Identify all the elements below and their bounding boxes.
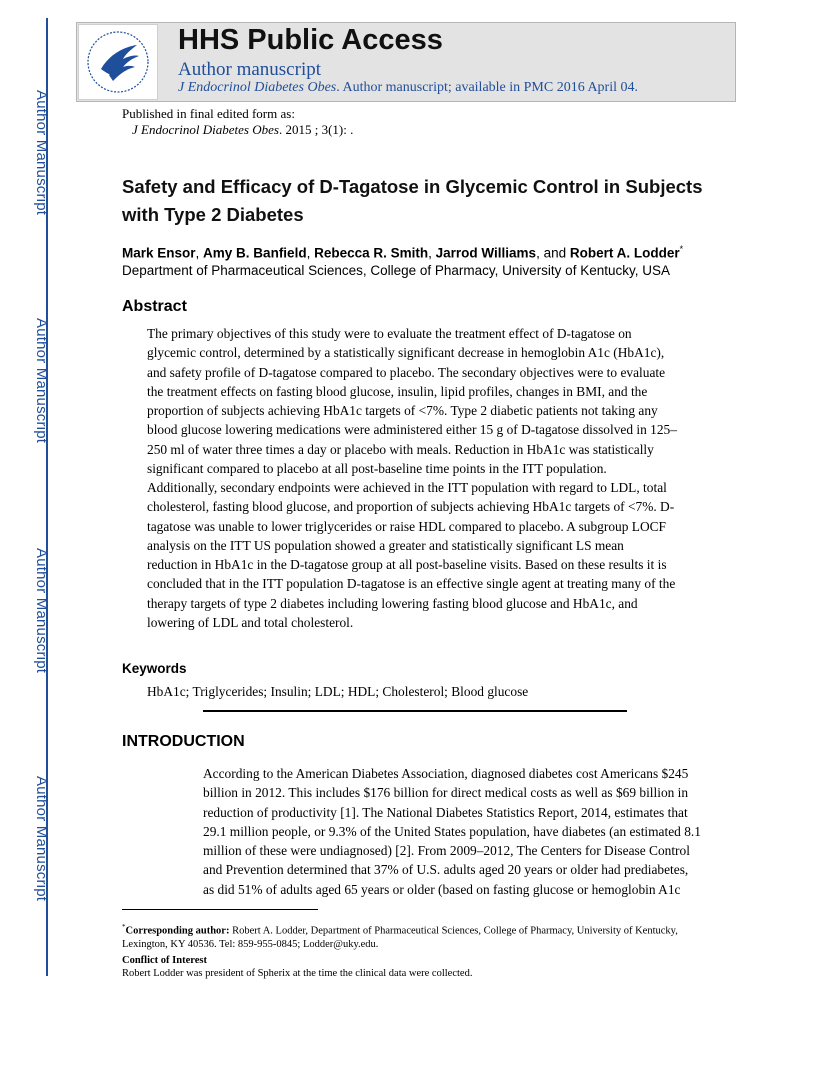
author-mark: * [679,244,684,254]
intro-line: million of these were undiagnosed) [2]. From 2009–2012, The Centers for Disease Control [203,843,690,859]
author-name: Rebecca R. Smith [314,245,429,261]
intro-line: as did 51% of adults aged 65 years or older (based on fasting glucose or hemoglobin A1c [203,881,681,897]
abstract-line: tagatose was unable to lower triglycerides or raise HDL compared to placebo. A subgroup LOCF [147,518,666,534]
intro-body [203,764,715,899]
abstract-line: analysis on the ITT US population showed a greater and statistically significant LS mean [147,537,624,553]
author-name: Robert A. Lodder [569,245,680,261]
coi-text: Robert Lodder was president of Spherix at the time the clinical data were collected. [122,967,473,979]
author-sep: , [195,245,204,261]
section-divider [203,710,627,712]
abstract-line: glycemic control, determined by a statistically significant decrease in hemoglobin A1c (HbA1c), [147,345,665,361]
abstract-line: The primary objectives of this study were to evaluate the treatment effect of D-tagatose on [147,326,632,341]
author-name: Jarrod Williams [435,245,537,261]
abstract-line: proportion of subjects achieving HbA1c targets of <7%. Type 2 diabetic patients not taking any [147,403,658,418]
intro-line: billion in 2012. This includes $176 billion for direct medical costs as well as $69 billion in [203,785,689,801]
abstract-line: and safety profile of D-tagatose compared to placebo. The secondary objectives were to evaluate [147,364,666,380]
hhs-eagle-icon [79,25,157,99]
citation-details: . Author manuscript; available in PMC 2016 April 04. [336,80,639,95]
article-title: Safety and Efficacy of D-Tagatose in Glycemic Control in Subjects with Type 2 Diabetes [122,176,703,225]
published-journal: J Endocrinol Diabetes Obes [132,122,279,137]
coi-heading-text: Conflict of Interest [122,954,207,966]
abstract-line: significant compared to placebo at all post-baseline time points in the ITT population. [147,460,607,476]
abstract-line: 250 ml of water three times a day or placebo with meals. Reduction in HbA1c was statistically [147,441,654,457]
abstract-line: blood glucose lowering medications were administered either 15 g of D-tagatose dissolved in 125– [147,422,677,438]
abstract-line: lowering of LDL and total cholesterol. [147,614,354,630]
manuscript-label: Author manuscript [178,59,322,80]
abstract-heading: Abstract [122,298,187,315]
abstract-line: therapy targets of type 2 diabetes including lowering fasting blood glucose and HbA1c, and [147,595,638,611]
author-sep: , and [536,245,570,261]
abstract-line: the treatment effects on fasting blood glucose, insulin, lipid profiles, changes in BMI, and the [147,383,648,399]
published-details: . 2015 ; 3(1): . [278,122,354,137]
footnote-mark: * [122,923,126,931]
keywords-heading: Keywords [122,661,187,676]
keywords-text: HbA1c; Triglycerides; Insulin; LDL; HDL; Cholesterol; Blood glucose [147,684,529,699]
intro-line: According to the American Diabetes Association, diagnosed diabetes cost Americans $245 [203,766,689,781]
corresponding-author [122,921,722,938]
footnote [122,921,722,980]
affiliation: Department of Pharmaceutical Sciences, College of Pharmacy, University of Kentucky, USA [122,263,670,278]
abstract-line: reduction in HbA1c in the D-tagatose group at all post-baseline visits. Based on these results it is [147,557,667,572]
author-sep: , [428,245,436,261]
abstract-body [147,324,687,632]
published-note [122,106,353,138]
rail-label: Author Manuscript [33,776,50,902]
published-line: Published in final edited form as: [122,106,295,121]
abstract-line: concluded that in the ITT population D-tagatose is an effective single agent at treating many of the [147,576,676,592]
coi-heading [122,954,722,967]
author-name: Amy B. Banfield [203,245,307,261]
corresponding-label: Corresponding author: [125,925,230,937]
hhs-logo [78,24,158,100]
intro-line: reduction of productivity [1]. The National Diabetes Statistics Report, 2014, estimates that [203,804,688,820]
author-name: Mark Ensor [122,245,196,261]
author-list [122,244,683,261]
header-citation [178,80,638,96]
corresponding-text: Robert A. Lodder, Department of Pharmaceutical Sciences, College of Pharmacy, University of Kentucky, [229,925,678,937]
footnote-divider [122,909,318,910]
rail-label: Author Manuscript [33,548,50,674]
hhs-title: HHS Public Access [178,24,443,56]
intro-heading: INTRODUCTION [122,733,245,750]
abstract-line: Additionally, secondary endpoints were achieved in the ITT population with regard to LDL, total [147,480,667,495]
intro-line: and Prevention determined that 37% of U.S. adults aged 20 years or older had prediabetes, [203,862,689,878]
corresponding-address: Lexington, KY 40536. Tel: 859-955-0845; Lodder@uky.edu. [122,938,379,950]
intro-line: 29.1 million people, or 9.3% of the United States population, have diabetes (an estimated 8.1 [203,823,701,839]
rail-label: Author Manuscript [33,90,50,216]
abstract-line: cholesterol, fasting blood glucose, and proportion of subjects achieving HbA1c targets of <7%. D- [147,499,675,515]
author-sep: , [306,245,315,261]
published-citation [122,122,353,138]
rail-label: Author Manuscript [33,318,50,444]
citation-journal: J Endocrinol Diabetes Obes [178,80,337,95]
